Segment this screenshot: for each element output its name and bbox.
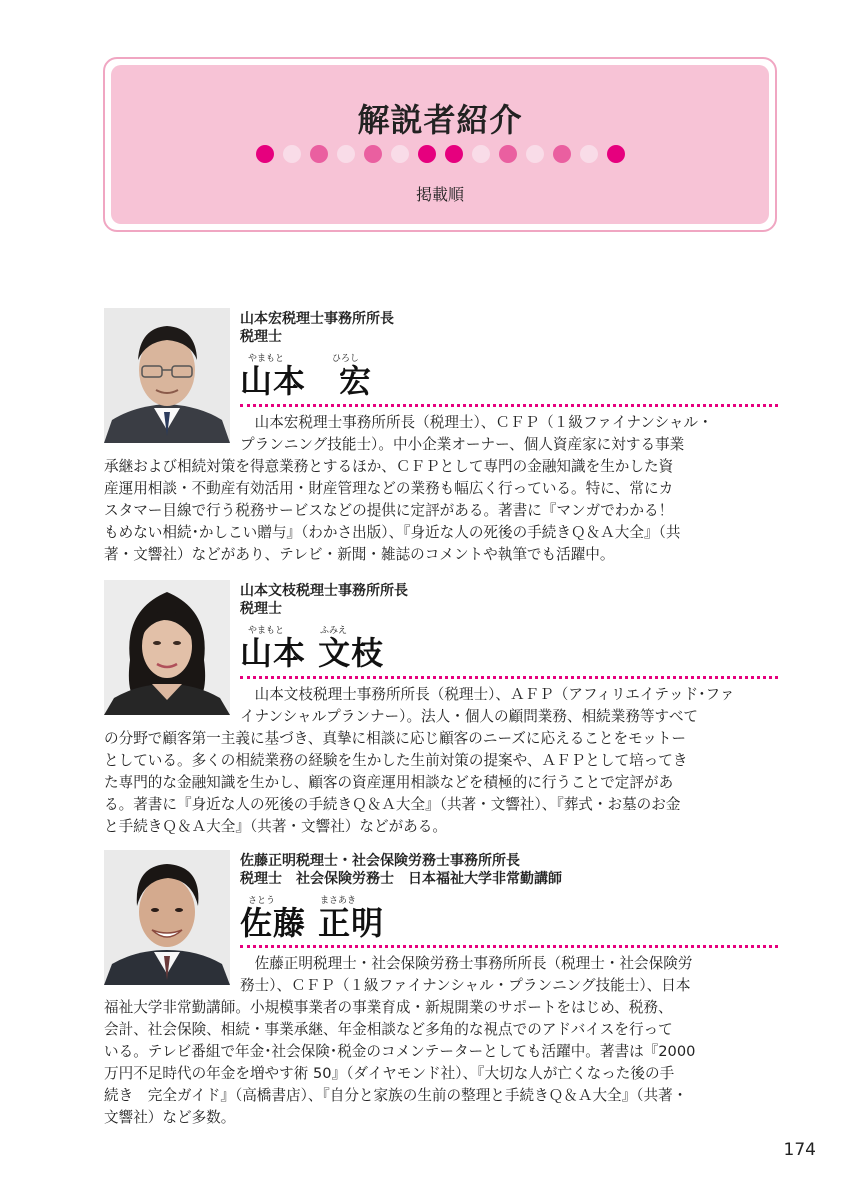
- author-1-bio-line: 産運用相談・不動産有効活用・財産管理などの業務も幅広く行っている。特に、常にカ: [104, 480, 674, 497]
- author-3-bio: [104, 953, 780, 1129]
- decorative-dot: [445, 145, 463, 163]
- author-1-affiliation: 山本宏税理士事務所所長: [240, 311, 394, 327]
- author-3-bio-line: 会計、社会保険、相続・事業承継、年金相談など多角的な視点でのアドバイスを行って: [104, 1021, 673, 1038]
- author-3-name: 佐藤 正明: [240, 904, 385, 942]
- author-3-bio-line: 続き 完全ガイド』（高橋書店）、『自分と家族の生前の整理と手続きＱ＆Ａ大全』（共著・: [104, 1087, 688, 1104]
- author-3-bio-line: 佐藤正明税理士・社会保険労務士事務所所長（税理士・社会保険労: [254, 955, 693, 972]
- page-number: 174: [783, 1140, 816, 1160]
- author-1-bio-line: 山本宏税理士事務所所長（税理士）、ＣＦＰ（１級ファイナンシャル・: [254, 414, 713, 431]
- author-2-bio-line: の分野で顧客第一主義に基づき、真摯に相談に応じ顧客のニーズに応えることをモットー: [104, 730, 687, 747]
- author-2-bio: [104, 684, 780, 838]
- author-2-ruby-family: やまもと: [248, 626, 285, 636]
- author-2-bio-line: る。著書に『身近な人の死後の手続きＱ＆Ａ大全』（共著・文響社）、『葬式・お墓のお金: [104, 796, 681, 813]
- decorative-dot: [283, 145, 301, 163]
- author-2-bio-line: た専門的な金融知識を生かし、顧客の資産運用相談などを積極的に行うことで定評があ: [104, 774, 674, 791]
- author-1-ruby-given: ひろし: [332, 354, 360, 364]
- decorative-dot: [607, 145, 625, 163]
- author-1-bio-line: もめない相続･かしこい贈与』（わかさ出版）、『身近な人の死後の手続きＱ＆Ａ大全』（共: [104, 524, 681, 541]
- page-title: 解説者紹介: [357, 101, 523, 139]
- author-3-ruby-given: まさあき: [320, 896, 357, 906]
- header-box: [103, 57, 777, 232]
- author-2-divider: [240, 676, 778, 679]
- author-2-bio-line: 山本文枝税理士事務所所長（税理士）、ＡＦＰ（アフィリエイテッド･ファ: [254, 686, 735, 703]
- author-1-title: 税理士: [240, 329, 282, 345]
- header-inner: [111, 65, 769, 224]
- decorative-dot: [418, 145, 436, 163]
- author-3-bio-line: 文響社）など多数。: [104, 1109, 236, 1126]
- page-subtitle: 掲載順: [415, 185, 464, 204]
- author-3-bio-line: 福祉大学非常勤講師。小規模事業者の事業育成・新規開業のサポートをはじめ、税務、: [104, 999, 673, 1016]
- author-1-bio-line: プランニング技能士）。中小企業オーナー、個人資産家に対する事業: [240, 436, 685, 453]
- author-1-bio-line: スタマー目線で行う税務サービスなどの提供に定評がある。著書に『マンガでわかる！: [104, 502, 674, 519]
- decorative-dot: [526, 145, 544, 163]
- author-3-affiliation: 佐藤正明税理士・社会保険労務士事務所所長: [240, 853, 520, 869]
- author-2-bio-line: イナンシャルプランナー）。法人・個人の顧問業務、相続業務等すべて: [240, 708, 699, 725]
- decorative-dot: [337, 145, 355, 163]
- author-3-divider: [240, 945, 778, 948]
- decorative-dot: [553, 145, 571, 163]
- author-1-bio-line: 著・文響社）などがあり、テレビ・新聞・雑誌のコメントや執筆でも活躍中。: [104, 546, 615, 563]
- author-1-name: 山本 宏: [240, 362, 373, 400]
- author-1-bio-line: 承継および相続対策を得意業務とするほか、ＣＦＰとして専門の金融知識を生かした資: [104, 458, 674, 475]
- author-3-bio-line: 万円不足時代の年金を増やす術 50』（ダイヤモンド社）、『大切な人が亡くなった後の手: [104, 1065, 675, 1082]
- decorative-dots: [111, 145, 769, 163]
- decorative-dot: [310, 145, 328, 163]
- decorative-dot: [391, 145, 409, 163]
- author-3-title: 税理士 社会保険労務士 日本福祉大学非常勤講師: [240, 871, 562, 887]
- author-2-ruby-given: ふみえ: [320, 626, 348, 636]
- decorative-dot: [364, 145, 382, 163]
- decorative-dot: [256, 145, 274, 163]
- author-1-divider: [240, 404, 778, 407]
- decorative-dot: [499, 145, 517, 163]
- author-3-bio-line: 務士）、ＣＦＰ（１級ファイナンシャル・プランニング技能士）、日本: [240, 977, 691, 994]
- author-2-affiliation: 山本文枝税理士事務所所長: [240, 583, 408, 599]
- author-2-title: 税理士: [240, 601, 282, 617]
- author-2-name: 山本 文枝: [240, 634, 385, 672]
- author-3-bio-line: いる。テレビ番組で年金･社会保険･税金のコメンテーターとしても活躍中。著書は『2000: [104, 1043, 696, 1060]
- author-1-ruby-family: やまもと: [248, 354, 285, 364]
- author-3-ruby-family: さとう: [248, 896, 276, 906]
- author-2-bio-line: としている。多くの相続業務の経験を生かした生前対策の提案や、ＡＦＰとして培ってき: [104, 752, 688, 769]
- author-1-bio: [104, 412, 780, 566]
- author-2-bio-line: と手続きＱ＆Ａ大全』（共著・文響社）などがある。: [104, 818, 447, 835]
- decorative-dot: [472, 145, 490, 163]
- decorative-dot: [580, 145, 598, 163]
